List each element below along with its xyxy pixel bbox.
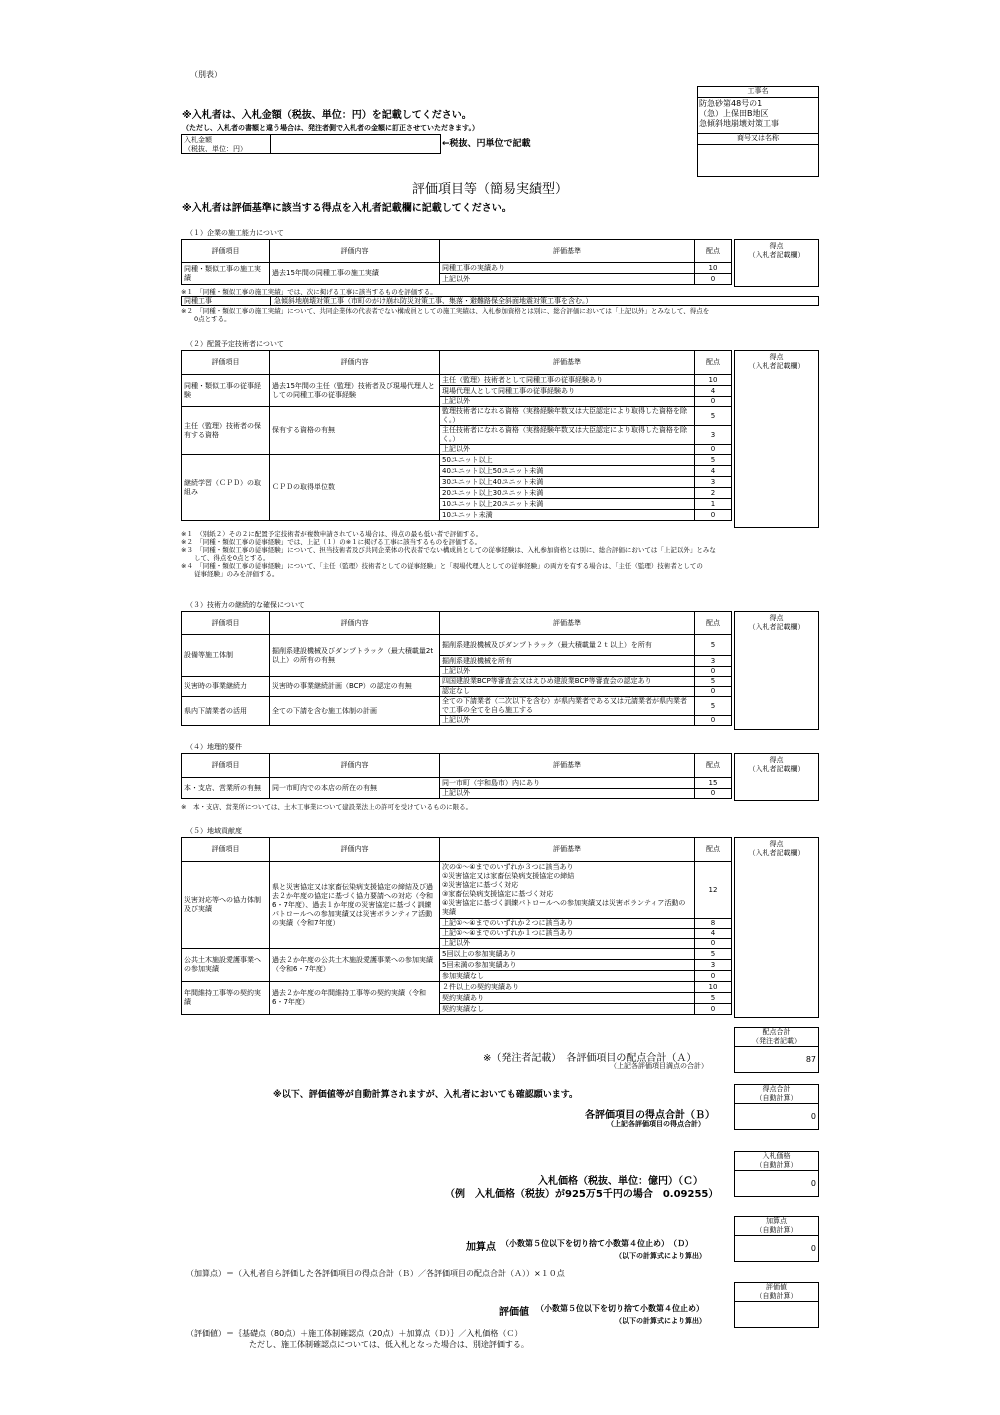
col-points: 配点 (695, 838, 732, 862)
criteria: 5回以上の参加実績あり (440, 949, 695, 960)
auto-calc-note: ※以下、評価値等が自動計算されますが、入札者においても確認願います。 (273, 1090, 579, 1100)
criteria: 上記①～④までのいずれか２つに該当あり (440, 919, 695, 929)
evaluation-formula: （評価値）＝｛基礎点（80点）＋施工体制確認点（20点）＋加算点（Ｄ）｝／入札価格（Ｃ） (186, 1329, 523, 1338)
bid-amount-row (181, 134, 441, 154)
col-criteria: 評価基準 (440, 754, 695, 778)
criteria: 同一市町（宇和島市）内にあり (440, 778, 695, 789)
additional-points-box-label: 加算点 （自動計算） (735, 1217, 818, 1236)
criteria: 次の①～④までのいずれか３つに該当あり ①災害協定又は家畜伝染病支援協定の締結 ②災害協定に基づく対応 ③家畜伝染病支援協定に基づく対応 ④災害協定に基づく訓練パトロールへの参加実績又は災害ボランティア活動の実績 (440, 862, 695, 919)
points: 0 (695, 274, 732, 285)
score-header: 得点 （入札者記載欄） (748, 756, 805, 773)
eval-content: 全ての下請を含む施工体制の計画 (270, 697, 440, 726)
instruction-correction: （ただし、入札者の書額と違う場合は、発注者側で入札者の金額に訂正させていただきます。） (182, 124, 479, 132)
bid-amount-input[interactable] (272, 136, 438, 152)
section-3-heading: （３）技術力の継続的な確保について (186, 601, 305, 609)
points: 10 (695, 375, 732, 386)
criteria: 10ユニット未満 (440, 510, 695, 521)
criteria: 20ユニット以上30ユニット未満 (440, 488, 695, 499)
points: 1 (695, 499, 732, 510)
criteria: 同種工事の実績あり (440, 263, 695, 274)
score-total-value: 0 (810, 1112, 816, 1121)
col-content: 評価内容 (270, 754, 440, 778)
criteria: 監理技術者になれる資格（実務経験年数又は大臣認定により取得した資格を除く。） (440, 407, 695, 426)
section-1-heading: （１）企業の施工能力について (186, 229, 284, 237)
additional-points-formula: （加算点）＝（入札者自ら評価した各評価項目の得点合計（Ｂ）／各評価項目の配点合計（Ａ））×１０点 (186, 1269, 565, 1278)
points: 5 (695, 993, 732, 1004)
score-total-label: 各評価項目の得点合計（Ｂ） (585, 1110, 715, 1121)
eval-content: 過去２か年度の年間維持工事等の契約実績（令和6・7年度） (270, 982, 440, 1015)
additional-points-box (734, 1216, 819, 1262)
total-points-box-label: 配点合計 （発注者記載） (735, 1028, 818, 1047)
trade-name-label: 商号又は名称 (698, 134, 818, 145)
criteria: 上記①～④までのいずれか１つに該当あり (440, 929, 695, 939)
bid-price-label: 入札価格（税抜、単位：億円）（Ｃ） (538, 1176, 703, 1187)
points: 5 (695, 677, 732, 687)
criteria: 主任技術者になれる資格（実務経験年数又は大臣認定により取得した資格を除く。） (440, 426, 695, 445)
eval-content: ＣＰＤの取得単位数 (270, 455, 440, 521)
points: 4 (695, 929, 732, 939)
score-header: 得点 （入札者記載欄） (748, 840, 805, 857)
points: 0 (695, 1004, 732, 1015)
criteria: 上記以外 (440, 939, 695, 949)
bid-price-box (734, 1151, 819, 1197)
eval-item: 設備等施工体制 (182, 635, 270, 677)
criteria: 掘削系建設機械及びダンプトラック（最大積載量２ｔ以上）を所有 (440, 635, 695, 656)
points: 15 (695, 778, 732, 789)
criteria: 全ての下請業者（二次以下を含む）が県内業者である又は元請業者が県内業者で工事の全てを自ら施工する (440, 697, 695, 716)
eval-item: 公共土木施設愛護事業への参加実績 (182, 949, 270, 982)
criteria: 上記以外 (440, 445, 695, 455)
section-5-heading: （５）地域貢献度 (186, 827, 242, 835)
section-1-note2: ※２ 「同種・類似工事の施工実績」について、共同企業体の代表者でない構成員としての施工実績は、入札参加資格とは別に、総合評価においては「上記以外」とみなして、得点を 0点とする。 (181, 307, 710, 323)
section-5-score-box[interactable] (734, 837, 819, 1018)
criteria: 5回未満の参加実績あり (440, 960, 695, 971)
additional-points-value: 0 (810, 1244, 816, 1253)
evaluation-label: 評価値 (499, 1307, 529, 1318)
total-points-box (734, 1027, 819, 1073)
section-4-table (181, 753, 732, 799)
criteria: 30ユニット以上40ユニット未満 (440, 477, 695, 488)
eval-item: 災害対応等への協力体制及び実績 (182, 862, 270, 949)
total-points-value: 87 (805, 1055, 816, 1064)
score-header: 得点 （入札者記載欄） (748, 242, 805, 259)
col-points: 配点 (695, 351, 732, 375)
points: 4 (695, 466, 732, 477)
eval-content: 過去２か年度の公共土木施設愛護事業への参加実績（令和6・7年度） (270, 949, 440, 982)
col-criteria: 評価基準 (440, 838, 695, 862)
same-work-text: 急傾斜地崩壊対策工事（市町のがけ崩れ防災対策工事、集落・避難路保全斜面地震対策工事を含む。） (274, 297, 593, 305)
points: 0 (695, 397, 732, 407)
criteria: 主任（監理）技術者として同種工事の従事経験あり (440, 375, 695, 386)
section-2-heading: （２）配置予定技術者について (186, 340, 284, 348)
total-points-sub: （上記各評価項目満点の合計） (610, 1062, 708, 1070)
points: 3 (695, 960, 732, 971)
section-4-score-box[interactable] (734, 753, 819, 801)
additional-points-sub: （以下の計算式により算出） (615, 1252, 706, 1260)
total-points-label: ※（発注者記載） 各評価項目の配点合計（Ａ） (483, 1053, 697, 1064)
points: 5 (695, 697, 732, 716)
eval-item: 主任（監理）技術者の保有する資格 (182, 407, 270, 455)
additional-points-label: 加算点 (466, 1242, 496, 1253)
points: 5 (695, 949, 732, 960)
bid-amount-label: 入札金額 （税抜、単位：円） (184, 136, 247, 153)
evaluation-box-label: 評価値 （自動計算） (735, 1283, 818, 1302)
col-criteria: 評価基準 (440, 612, 695, 635)
points: 5 (695, 635, 732, 656)
points: 3 (695, 477, 732, 488)
points: 3 (695, 426, 732, 445)
points: 0 (695, 687, 732, 697)
section-5-table (181, 837, 732, 1015)
col-item: 評価項目 (182, 612, 270, 635)
col-criteria: 評価基準 (440, 240, 695, 263)
eval-content: 過去15年間の主任（監理）技術者及び現場代理人としての同種工事の従事経験 (270, 375, 440, 407)
eval-item: 本・支店、営業所の有無 (182, 778, 270, 799)
project-name-label: 工事名 (698, 87, 818, 98)
score-total-sub: （上記各評価項目の得点合計） (607, 1120, 705, 1128)
eval-item: 年間維持工事等の契約実績 (182, 982, 270, 1015)
score-header: 得点 （入札者記載欄） (748, 614, 805, 631)
section-3-score-box[interactable] (734, 611, 819, 730)
criteria: 参加実績なし (440, 971, 695, 982)
eval-item: 災害時の事業継続力 (182, 677, 270, 697)
appendix-label: （別表） (190, 70, 222, 79)
section-4-heading: （４）地理的要件 (186, 743, 242, 751)
criteria: 上記以外 (440, 274, 695, 285)
col-points: 配点 (695, 754, 732, 778)
section-2-notes: ※１ （別紙２）その２に配置予定技術者が複数申請されている場合は、得点の最も低い者で評価する。 ※２ 「同種・類似工事の従事経験」では、上記（１）の※１に掲げる工事に該当するものを評価する。 ※３ 「同種・類似工事の従事経験」について、担当技術者及び共同企業体の代表者でない構成員としての従事経験は、入札参加資格とは別に、総合評価においては「上記以外」とみな して、得点を0点とする。 ※４ 「同種・類似工事の従事経験」について、「主任（監理）技術者としての従事経験」と「現場代理人としての従事経験」の両方を有する場合は、「主任（監理）技術者としての 従事経験」のみを評価する。 (181, 530, 716, 578)
points: 0 (695, 789, 732, 799)
evaluation-box (734, 1282, 819, 1328)
col-content: 評価内容 (270, 838, 440, 862)
criteria: 四国建設業BCP等審査会又はえひめ建設業BCP等審査会の認定あり (440, 677, 695, 687)
col-content: 評価内容 (270, 240, 440, 263)
points: 2 (695, 488, 732, 499)
col-item: 評価項目 (182, 838, 270, 862)
section-3-table (181, 611, 732, 726)
bid-price-value: 0 (810, 1179, 816, 1188)
points: 0 (695, 971, 732, 982)
page-title: 評価項目等（簡易実績型） (412, 182, 569, 197)
criteria: 掘削系建設機械を所有 (440, 656, 695, 667)
bid-price-box-label: 入札価格 （自動計算） (735, 1152, 818, 1171)
evaluation-formula-note: ただし、施工体制確認点については、低入札となった場合は、別途評価する。 (249, 1340, 529, 1349)
criteria: 40ユニット以上50ユニット未満 (440, 466, 695, 477)
col-item: 評価項目 (182, 240, 270, 263)
section-1-table (181, 239, 732, 285)
col-criteria: 評価基準 (440, 351, 695, 375)
evaluation-sub: （以下の計算式により算出） (615, 1317, 706, 1325)
criteria: 10ユニット以上20ユニット未満 (440, 499, 695, 510)
points: 5 (695, 407, 732, 426)
points: 4 (695, 386, 732, 397)
eval-content: 保有する資格の有無 (270, 407, 440, 455)
criteria: 上記以外 (440, 397, 695, 407)
eval-item: 同種・類似工事の施工実績 (182, 263, 270, 285)
criteria: 契約実績なし (440, 1004, 695, 1015)
project-name: 防急砂第48号の1 （急）上保田B地区 急傾斜地崩壊対策工事 (698, 98, 818, 134)
same-work-row (181, 296, 819, 306)
trade-name-input[interactable] (698, 145, 818, 175)
eval-item: 同種・類似工事の従事経験 (182, 375, 270, 407)
eval-content: 災害時の事業継続計画（BCP）の認定の有無 (270, 677, 440, 697)
criteria: 契約実績あり (440, 993, 695, 1004)
eval-item: 県内下請業者の活用 (182, 697, 270, 726)
page-subtitle: ※入札者は評価基準に該当する得点を入札者記載欄に記載してください。 (182, 203, 512, 214)
evaluation-rule: （小数第５位以下を切り捨て小数第４位止め） (536, 1304, 704, 1313)
bid-price-example: （例 入札価格（税抜）が925万5千円の場合 0.09255） (445, 1189, 719, 1200)
points: 3 (695, 656, 732, 667)
criteria: 現場代理人として同種工事の従事経験あり (440, 386, 695, 397)
points: 8 (695, 919, 732, 929)
criteria: 上記以外 (440, 789, 695, 799)
points: 10 (695, 982, 732, 993)
section-4-note: ※ 本・支店、営業所については、土木工事業について建設業法上の許可を受けているものに限る。 (181, 803, 473, 811)
points: 0 (695, 510, 732, 521)
score-total-box-label: 得点合計 （自動計算） (735, 1085, 818, 1104)
score-total-box (734, 1084, 819, 1130)
bid-amount-note: ←税抜、円単位で記載 (442, 139, 531, 149)
col-points: 配点 (695, 612, 732, 635)
points: 5 (695, 455, 732, 466)
criteria: 上記以外 (440, 667, 695, 677)
eval-item: 継続学習（ＣＰＤ）の取組み (182, 455, 270, 521)
score-header: 得点 （入札者記載欄） (748, 353, 805, 370)
section-1-score-box[interactable] (734, 239, 819, 287)
col-item: 評価項目 (182, 351, 270, 375)
criteria: 50ユニット以上 (440, 455, 695, 466)
criteria: 上記以外 (440, 716, 695, 726)
col-content: 評価内容 (270, 612, 440, 635)
points: 10 (695, 263, 732, 274)
col-content: 評価内容 (270, 351, 440, 375)
section-1-note1: ※１ 「同種・類似工事の施工実績」では、次に掲げる工事に該当するものを評価する。 (181, 288, 437, 296)
eval-content: 県と災害協定又は家畜伝染病支援協定の締結及び過去２か年度の協定に基づく協力要請への対応（令和6・7年度）、過去１か年度の災害協定に基づく訓練パトロールへの参加実績又は災害ボランティア活動の実績（令和7年度） (270, 862, 440, 949)
criteria: 認定なし (440, 687, 695, 697)
col-item: 評価項目 (182, 754, 270, 778)
project-box (697, 86, 819, 177)
points: 0 (695, 716, 732, 726)
eval-content: 過去15年間の同種工事の施工実績 (270, 263, 440, 285)
instruction-bid: ※入札者は、入札金額（税抜、単位：円）を記載してください。 (182, 110, 472, 121)
eval-content: 掘削系建設機械及びダンプトラック（最大積載量2t以上）の所有の有無 (270, 635, 440, 677)
points: 0 (695, 667, 732, 677)
additional-points-rule: （小数第５位以下を切り捨て小数第４位止め） （Ｄ） (501, 1239, 693, 1248)
eval-content: 同一市町内での本店の所在の有無 (270, 778, 440, 799)
points: 0 (695, 445, 732, 455)
col-points: 配点 (695, 240, 732, 263)
criteria: ２件以上の契約実績あり (440, 982, 695, 993)
same-work-label: 同種工事 (184, 297, 212, 305)
section-2-score-box[interactable] (734, 350, 819, 528)
points: 12 (695, 862, 732, 919)
section-2-table (181, 350, 732, 521)
points: 0 (695, 939, 732, 949)
